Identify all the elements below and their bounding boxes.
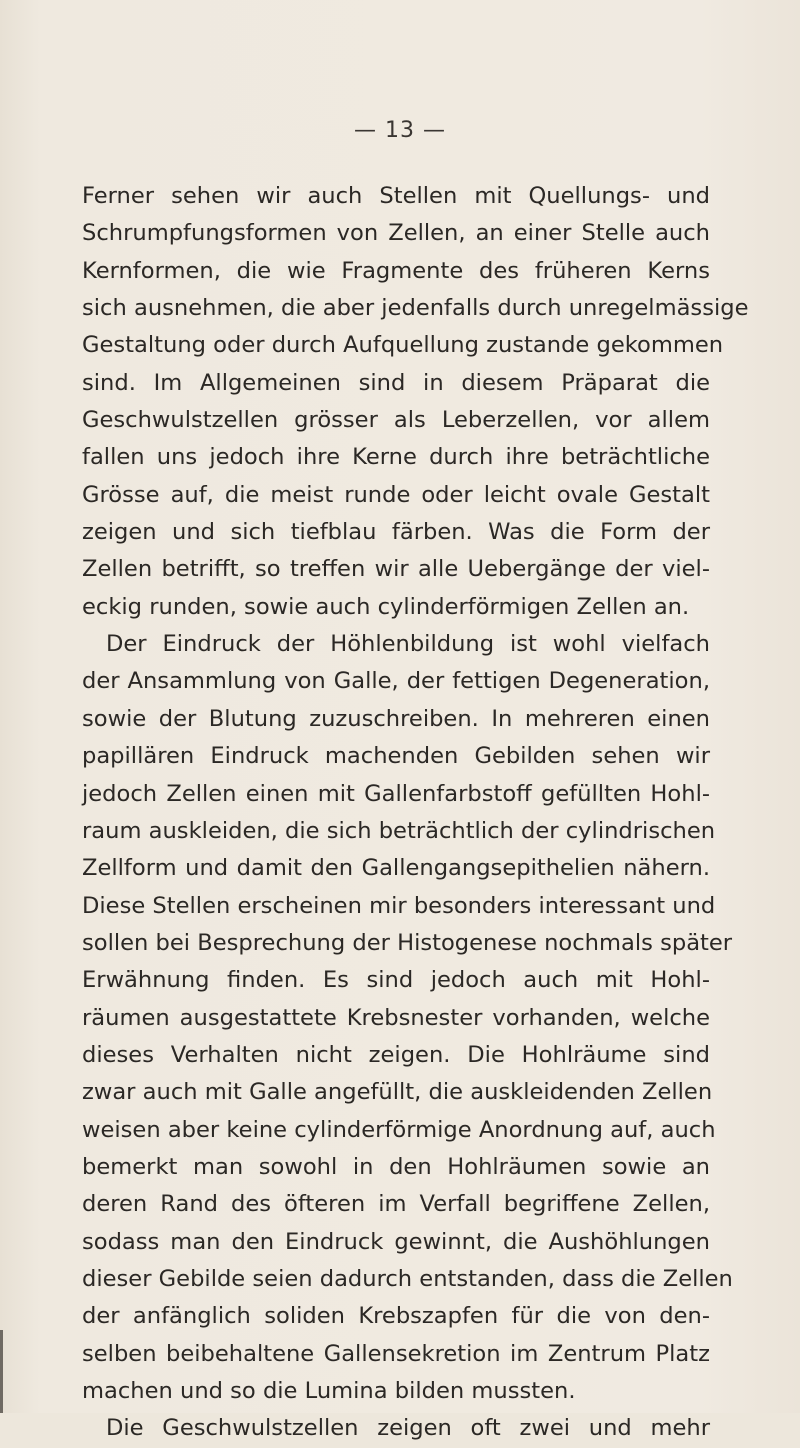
text-line: sollen bei Besprechung der Histogenese nochmals später [82,929,733,956]
text-line: machen und so die Lumina bilden mussten. [82,1378,576,1404]
text-line: Die Geschwulstzellen zeigen oft zwei und mehr [106,1415,710,1442]
text-line: Zellform und damit den Gallengangsepithelien nähern. [82,855,710,882]
text-line: räumen ausgestattete Krebsnester vorhanden, welche [82,1004,710,1031]
text-line: Erwähnung finden. Es sind jedoch auch mit Hohl- [82,967,710,994]
text-line: zeigen und sich tiefblau färben. Was die Form der [82,519,710,546]
text-line: bemerkt man sowohl in den Hohlräumen sowie an [82,1153,710,1180]
text-line: Kernformen, die wie Fragmente des früheren Kerns [82,257,710,284]
text-line: raum auskleiden, die sich beträchtlich der cylindrischen [82,817,716,844]
text-line: Geschwulstzellen grösser als Leberzellen, vor allem [82,407,710,434]
text-line: Gestaltung oder durch Aufquellung zustande gekommen [82,332,724,359]
text-line: sind. Im Allgemeinen sind in diesem Präparat die [82,369,710,396]
page-number: — 13 — [354,118,446,143]
text-line: papillären Eindruck machenden Gebilden sehen wir [82,743,710,770]
text-line: weisen aber keine cylinderförmige Anordnung auf, auch [82,1116,716,1143]
text-line: Ferner sehen wir auch Stellen mit Quellungs- und [82,183,710,209]
text-line: sich ausnehmen, die aber jedenfalls durch unregelmässige [82,295,749,322]
text-line: Zellen betrifft, so treffen wir alle Uebergänge der viel- [82,556,710,583]
text-line: Schrumpfungsformen von Zellen, an einer Stelle auch [82,220,710,247]
text-line: fallen uns jedoch ihre Kerne durch ihre beträchtliche [82,444,710,471]
text-line: jedoch Zellen einen mit Gallenfarbstoff gefüllten Hohl- [82,780,710,807]
text-line: dieser Gebilde seien dadurch entstanden, dass die Zellen [82,1265,733,1292]
text-line: Grösse auf, die meist runde oder leicht ovale Gestalt [82,481,710,508]
text-line: zwar auch mit Galle angefüllt, die auskleidenden Zellen [82,1079,713,1106]
text-line: selben beibehaltene Gallensekretion im Zentrum Platz [82,1340,710,1367]
text-line: Der Eindruck der Höhlenbildung ist wohl vielfach [106,631,710,658]
text-line: sowie der Blutung zuzuschreiben. In mehreren einen [82,705,710,732]
text-line: dieses Verhalten nicht zeigen. Die Hohlräume sind [82,1041,710,1068]
text-line: Diese Stellen erscheinen mir besonders interessant und [82,892,716,919]
text-line: sodass man den Eindruck gewinnt, die Aushöhlungen [82,1228,710,1255]
text-line: eckig runden, sowie auch cylinderförmigen Zellen an. [82,593,690,620]
text-line: deren Rand des öfteren im Verfall begriffene Zellen, [82,1191,710,1218]
body-text [82,178,749,1448]
page-edge-shadow [0,1330,3,1413]
text-line: der Ansammlung von Galle, der fettigen Degeneration, [82,668,710,695]
text-line: der anfänglich soliden Krebszapfen für die von den- [82,1303,710,1330]
